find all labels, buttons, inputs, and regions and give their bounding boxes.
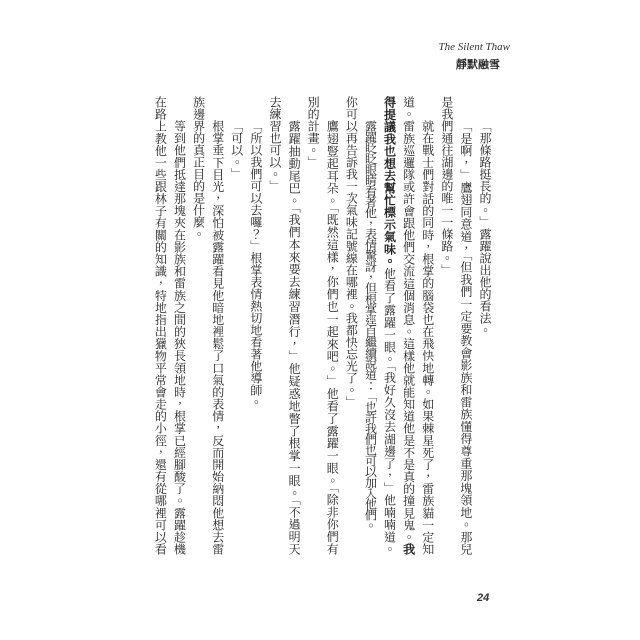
emphasis-text: 我	[401, 543, 416, 555]
emphasis-text: 得提議我也想去幫忙標示氣味。	[382, 96, 397, 268]
text-segment: 道。雷族巡邏隊或許會跟他們交流這個消息。這樣他就能知道他是不是真的撞見鬼。	[401, 96, 416, 543]
text-segment: 露躍眨眨眼睛看著他，表情驚訝，但根掌逕自繼續說道：「也許我們也可以加入他們。	[363, 120, 378, 531]
text-column	[189, 96, 208, 555]
text-column	[437, 96, 456, 555]
text-column	[227, 96, 246, 555]
text-column	[399, 96, 418, 555]
book-title-chinese: 靜默融雪	[456, 58, 500, 71]
text-segment: 別的計畫。」	[306, 96, 321, 168]
text-segment: 根掌垂下目光，深怕被露躍看見他暗地裡鬆了口氣的表情，反而開始納悶他想去雷	[210, 120, 225, 555]
text-column	[322, 96, 341, 555]
text-segment: 露躍抽動尾巴。「我們本來要去練習潛行，」他疑惑地瞥了根掌一眼。「不過明天	[287, 120, 302, 555]
text-segment: 鷹翅豎起耳朵。「既然這樣，你們也一起來吧。」他看了露躍一眼。「除非你們有	[325, 120, 340, 555]
text-segment: 「可以。」	[229, 120, 244, 180]
text-column	[169, 96, 188, 555]
text-segment: 就在戰士們對話的同時，根掌的腦袋也在飛快地轉。如果棘星死了，雷族貓一定知	[420, 120, 435, 555]
text-column	[475, 96, 494, 555]
text-column	[208, 96, 227, 555]
text-segment: 「所以我們可以去囉？」根掌表情熱切地看著他導師。	[248, 120, 263, 408]
text-column	[265, 96, 284, 555]
text-segment: 族邊界的真正目的是什麼。	[191, 96, 206, 240]
text-segment: 「那條路挺長的。」露躍說出他的看法。	[478, 120, 492, 336]
text-segment: 等到他們抵達那塊夾在影族和雷族之間的狹長領地時，根掌已經腳酸了。露躍趁機	[172, 120, 187, 555]
running-head	[438, 40, 510, 73]
page-number: 24	[477, 592, 490, 604]
text-segment: 他看了露躍一眼。「我好久沒去湖邊了，」他喃喃道。	[382, 267, 397, 556]
text-column	[303, 96, 322, 555]
body-text	[150, 96, 494, 558]
text-column	[360, 96, 379, 555]
text-column	[456, 96, 475, 555]
book-title-english: The Silent Thaw	[438, 41, 510, 53]
text-column	[341, 96, 360, 555]
text-segment: 去練習也可以。」	[267, 96, 282, 192]
text-segment: 你可以再告訴我一次氣味記號線在哪裡。我都快忘光了。」	[344, 96, 359, 408]
text-column	[246, 96, 265, 555]
text-column	[284, 96, 303, 555]
text-column	[150, 96, 169, 555]
text-column	[418, 96, 437, 555]
text-column	[379, 96, 398, 555]
text-segment: 是我們通往湖邊的唯一一條路。」	[439, 96, 454, 276]
text-segment: 在路上教他一些跟林子有關的知識，特地指出獵物平常會走的小徑，還有從哪裡可以看	[153, 96, 168, 555]
text-segment: 「是啊，」鷹翅同意道，「但我們一定要教會影族和雷族懂得尊重那塊領地。那兒	[458, 120, 473, 555]
